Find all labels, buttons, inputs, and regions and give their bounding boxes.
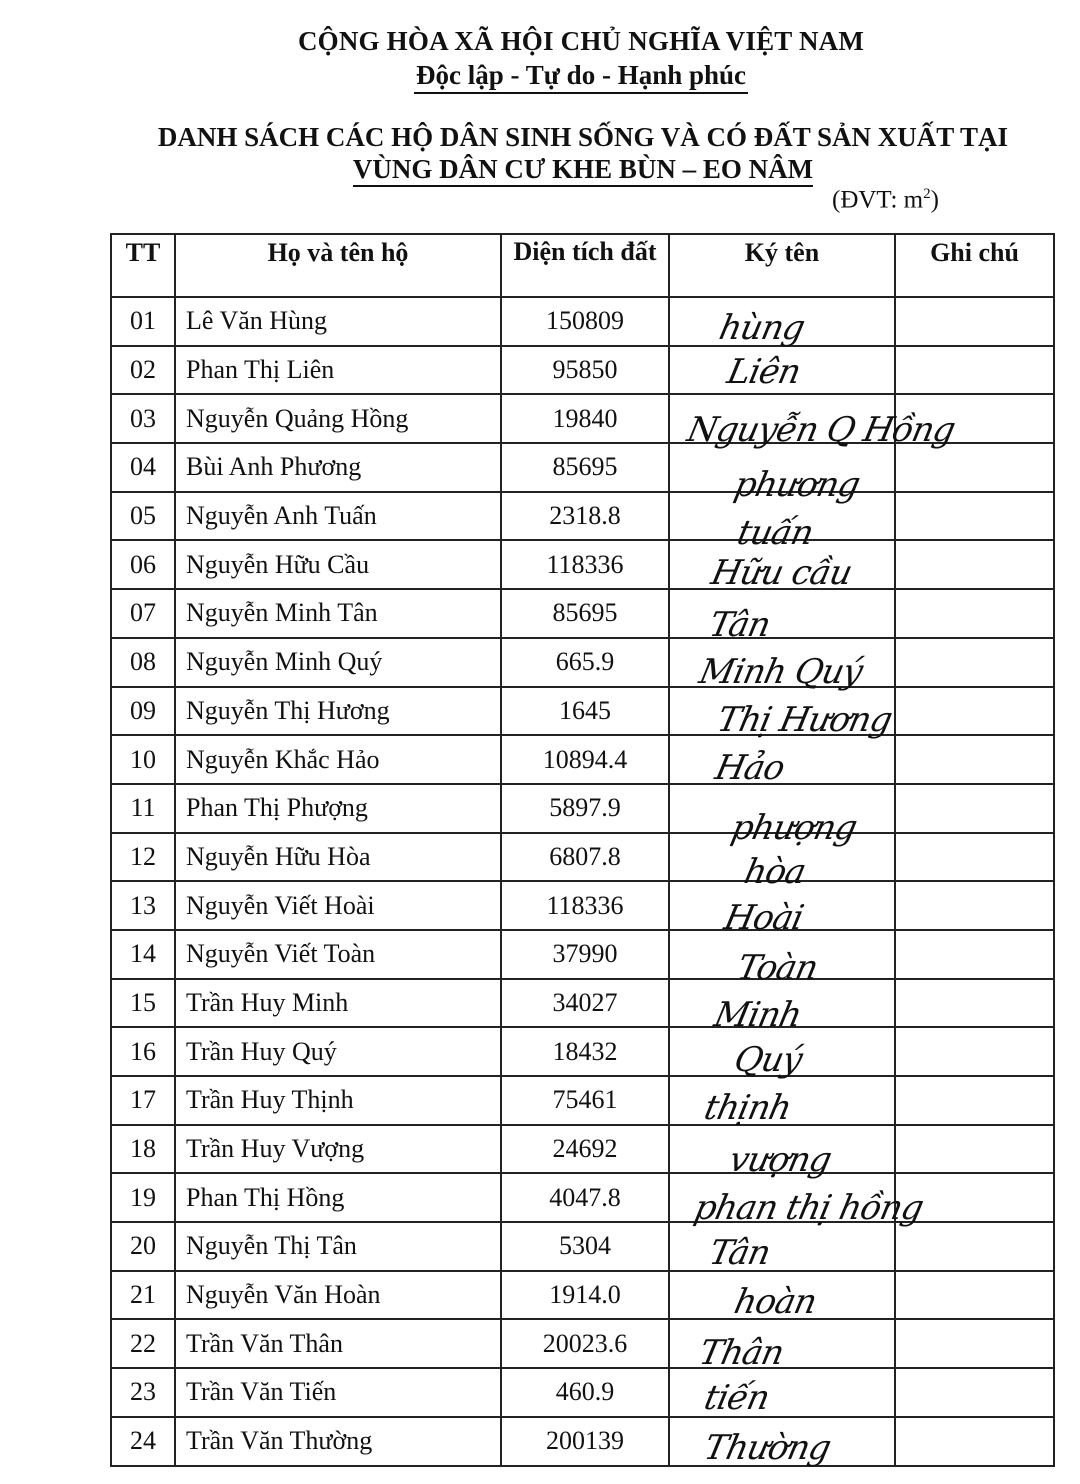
row-number: 15 <box>111 979 175 1028</box>
land-area: 4047.8 <box>501 1173 669 1222</box>
handwritten-signature: Hoài <box>720 898 807 938</box>
land-area: 200139 <box>501 1417 669 1466</box>
table-row <box>111 1173 1054 1222</box>
row-number: 03 <box>111 394 175 443</box>
table-row <box>111 443 1054 492</box>
table-row <box>111 1076 1054 1125</box>
land-area: 85695 <box>501 443 669 492</box>
note-cell <box>895 979 1054 1028</box>
household-name: Nguyễn Hữu Hòa <box>175 833 501 882</box>
column-header-area: Diện tích đất <box>501 234 669 297</box>
table-row <box>111 589 1054 638</box>
handwritten-signature: Thường <box>700 1428 834 1468</box>
column-header-name: Họ và tên hộ <box>175 234 501 297</box>
land-area: 34027 <box>501 979 669 1028</box>
note-cell <box>895 394 1054 443</box>
signature-cell <box>669 1417 895 1466</box>
list-title-line1: DANH SÁCH CÁC HỘ DÂN SINH SỐNG VÀ CÓ ĐẤT SẢN XUẤT TẠI <box>157 122 1009 152</box>
handwritten-signature: Minh <box>710 995 805 1035</box>
land-area: 150809 <box>501 297 669 346</box>
table-row <box>111 979 1054 1028</box>
row-number: 02 <box>111 346 175 395</box>
row-number: 05 <box>111 492 175 541</box>
national-motto: Độc lập - Tự do - Hạnh phúc <box>0 60 1080 91</box>
household-name: Trần Huy Quý <box>175 1027 501 1076</box>
row-number: 09 <box>111 687 175 736</box>
national-title: CỘNG HÒA XÃ HỘI CHỦ NGHĨA VIỆT NAM <box>297 26 865 56</box>
handwritten-signature: Liên <box>723 352 804 392</box>
signature-cell <box>669 589 895 638</box>
note-cell <box>895 346 1054 395</box>
household-name: Phan Thị Hồng <box>175 1173 501 1222</box>
table-row <box>111 492 1054 541</box>
row-number: 07 <box>111 589 175 638</box>
row-number: 17 <box>111 1076 175 1125</box>
household-name: Nguyễn Minh Tân <box>175 589 501 638</box>
row-number: 08 <box>111 638 175 687</box>
note-cell <box>895 1076 1054 1125</box>
handwritten-signature: thịnh <box>700 1088 795 1128</box>
signature-cell <box>669 1076 895 1125</box>
land-area: 6807.8 <box>501 833 669 882</box>
note-cell <box>895 443 1054 492</box>
note-cell <box>895 687 1054 736</box>
row-number: 18 <box>111 1125 175 1174</box>
signature-cell <box>669 443 895 492</box>
note-cell <box>895 492 1054 541</box>
land-area: 1645 <box>501 687 669 736</box>
handwritten-signature: Nguyễn Q Hồng <box>683 410 959 450</box>
table-row <box>111 297 1054 346</box>
row-number: 12 <box>111 833 175 882</box>
signature-cell <box>669 735 895 784</box>
household-name: Nguyễn Viết Toàn <box>175 930 501 979</box>
signature-cell <box>669 833 895 882</box>
land-area: 85695 <box>501 589 669 638</box>
handwritten-signature: tiến <box>700 1378 773 1418</box>
table-row <box>111 1125 1054 1174</box>
handwritten-signature: vượng <box>725 1140 835 1180</box>
row-number: 24 <box>111 1417 175 1466</box>
household-name: Trần Văn Thường <box>175 1417 501 1466</box>
land-area: 665.9 <box>501 638 669 687</box>
land-area: 20023.6 <box>501 1319 669 1368</box>
row-number: 11 <box>111 784 175 833</box>
note-cell <box>895 1125 1054 1174</box>
table-row <box>111 1417 1054 1466</box>
household-name: Nguyễn Viết Hoài <box>175 881 501 930</box>
land-area: 10894.4 <box>501 735 669 784</box>
column-header-tt: TT <box>111 234 175 297</box>
table-row <box>111 833 1054 882</box>
note-cell <box>895 638 1054 687</box>
row-number: 01 <box>111 297 175 346</box>
table-row <box>111 394 1054 443</box>
household-name: Bùi Anh Phương <box>175 443 501 492</box>
land-area: 24692 <box>501 1125 669 1174</box>
row-number: 16 <box>111 1027 175 1076</box>
land-area: 118336 <box>501 881 669 930</box>
household-name: Trần Huy Vượng <box>175 1125 501 1174</box>
table-header-row <box>111 234 1054 297</box>
note-cell <box>895 1027 1054 1076</box>
table-row <box>111 1368 1054 1417</box>
note-cell <box>895 784 1054 833</box>
note-cell <box>895 1319 1054 1368</box>
household-name: Nguyễn Hữu Cầu <box>175 540 501 589</box>
household-name: Trần Văn Thân <box>175 1319 501 1368</box>
land-area: 19840 <box>501 394 669 443</box>
handwritten-signature: phan thị hồng <box>690 1188 927 1228</box>
row-number: 06 <box>111 540 175 589</box>
table-row <box>111 638 1054 687</box>
handwritten-signature: Hảo <box>711 748 788 788</box>
note-cell <box>895 881 1054 930</box>
household-name: Nguyễn Minh Quý <box>175 638 501 687</box>
row-number: 22 <box>111 1319 175 1368</box>
signature-cell <box>669 1319 895 1368</box>
household-name: Nguyễn Anh Tuấn <box>175 492 501 541</box>
table-row <box>111 1319 1054 1368</box>
land-area: 1914.0 <box>501 1271 669 1320</box>
signature-cell <box>669 492 895 541</box>
signature-cell <box>669 1271 895 1320</box>
note-cell <box>895 589 1054 638</box>
handwritten-signature: Tân <box>705 605 774 645</box>
table-row <box>111 540 1054 589</box>
signature-cell <box>669 784 895 833</box>
signature-cell <box>669 394 895 443</box>
land-area: 118336 <box>501 540 669 589</box>
signature-cell <box>669 1368 895 1417</box>
household-table <box>110 233 1055 1467</box>
land-area: 460.9 <box>501 1368 669 1417</box>
table-body <box>111 297 1054 1466</box>
land-area: 37990 <box>501 930 669 979</box>
table-row <box>111 881 1054 930</box>
signature-cell <box>669 638 895 687</box>
handwritten-signature: phượng <box>727 808 860 848</box>
signature-cell <box>669 881 895 930</box>
note-cell <box>895 540 1054 589</box>
note-cell <box>895 1417 1054 1466</box>
land-area: 75461 <box>501 1076 669 1125</box>
note-cell <box>895 297 1054 346</box>
signature-cell <box>669 297 895 346</box>
row-number: 14 <box>111 930 175 979</box>
household-name: Phan Thị Phượng <box>175 784 501 833</box>
note-cell <box>895 735 1054 784</box>
table-row <box>111 735 1054 784</box>
signature-cell <box>669 687 895 736</box>
list-title-line2: VÙNG DÂN CƯ KHE BÙN – EO NÂM <box>0 154 1080 185</box>
household-name: Trần Huy Minh <box>175 979 501 1028</box>
land-area: 2318.8 <box>501 492 669 541</box>
handwritten-signature: hoàn <box>730 1282 820 1322</box>
row-number: 21 <box>111 1271 175 1320</box>
handwritten-signature: hòa <box>740 852 809 892</box>
handwritten-signature: Thân <box>695 1333 788 1373</box>
handwritten-signature: Thị Hương <box>713 700 896 740</box>
signature-cell <box>669 930 895 979</box>
table-row <box>111 687 1054 736</box>
table-row <box>111 1222 1054 1271</box>
column-header-note: Ghi chú <box>895 234 1054 297</box>
table-row <box>111 1027 1054 1076</box>
household-name: Nguyễn Văn Hoàn <box>175 1271 501 1320</box>
note-cell <box>895 833 1054 882</box>
land-area: 95850 <box>501 346 669 395</box>
note-cell <box>895 1368 1054 1417</box>
table-row <box>111 930 1054 979</box>
land-area: 5897.9 <box>501 784 669 833</box>
signature-cell <box>669 1125 895 1174</box>
handwritten-signature: Hữu cầu <box>707 553 856 593</box>
handwritten-signature: Minh Quý <box>695 652 866 692</box>
handwritten-signature: tuấn <box>733 513 817 553</box>
signature-cell <box>669 346 895 395</box>
signature-cell <box>669 540 895 589</box>
row-number: 23 <box>111 1368 175 1417</box>
table-row <box>111 1271 1054 1320</box>
table-row <box>111 784 1054 833</box>
signature-cell <box>669 1027 895 1076</box>
handwritten-signature: phương <box>730 465 863 505</box>
row-number: 10 <box>111 735 175 784</box>
land-area: 18432 <box>501 1027 669 1076</box>
household-name: Nguyễn Thị Tân <box>175 1222 501 1271</box>
column-header-sign: Ký tên <box>669 234 895 297</box>
household-name: Lê Văn Hùng <box>175 297 501 346</box>
household-name: Nguyễn Thị Hương <box>175 687 501 736</box>
note-cell <box>895 1222 1054 1271</box>
row-number: 04 <box>111 443 175 492</box>
row-number: 13 <box>111 881 175 930</box>
handwritten-signature: Tân <box>705 1233 774 1273</box>
row-number: 20 <box>111 1222 175 1271</box>
household-name: Phan Thị Liên <box>175 346 501 395</box>
household-name: Nguyễn Quảng Hồng <box>175 394 501 443</box>
handwritten-signature: Toàn <box>733 948 821 988</box>
signature-cell <box>669 1173 895 1222</box>
household-name: Nguyễn Khắc Hảo <box>175 735 501 784</box>
land-area: 5304 <box>501 1222 669 1271</box>
unit-label: (ĐVT: $m^2$) <box>832 186 939 214</box>
note-cell <box>895 1271 1054 1320</box>
note-cell <box>895 1173 1054 1222</box>
household-name: Trần Văn Tiến <box>175 1368 501 1417</box>
signature-cell <box>669 979 895 1028</box>
handwritten-signature: Quý <box>730 1040 806 1080</box>
handwritten-signature: hùng <box>715 308 808 348</box>
note-cell <box>895 930 1054 979</box>
household-name: Trần Huy Thịnh <box>175 1076 501 1125</box>
row-number: 19 <box>111 1173 175 1222</box>
signature-cell <box>669 1222 895 1271</box>
table-row <box>111 346 1054 395</box>
